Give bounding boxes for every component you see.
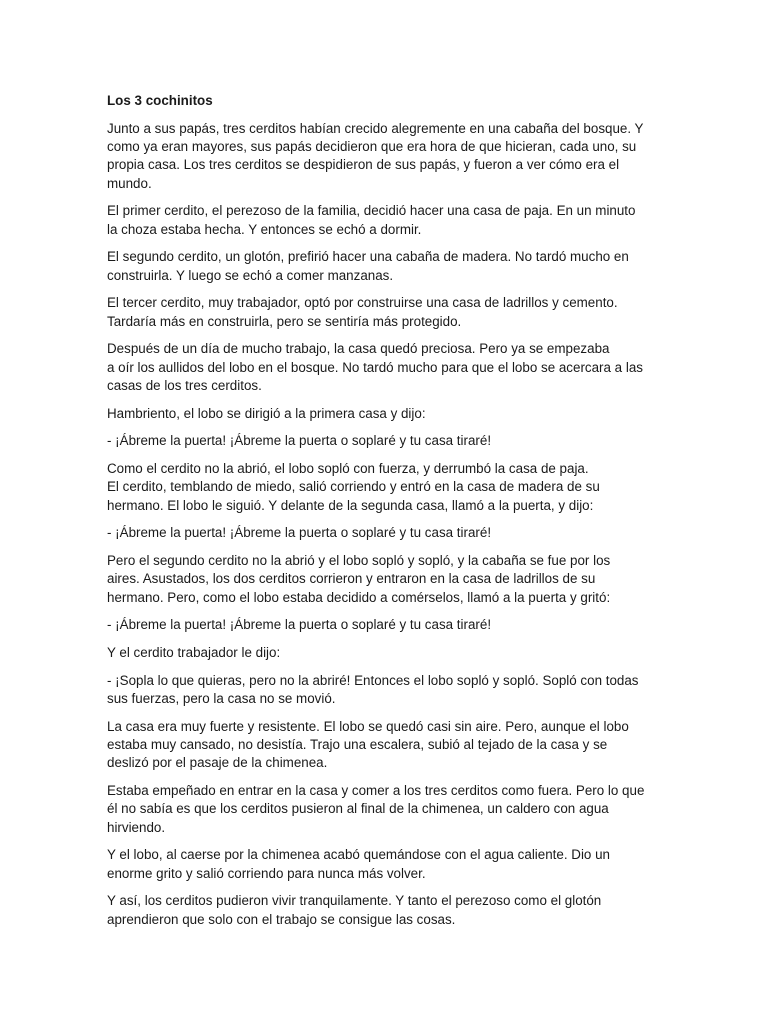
text-line: Tardaría más en construirla, pero se sentiría más protegido. (107, 313, 462, 329)
text-line: él no sabía es que los cerditos pusieron al final de la chimenea, un caldero con agua (107, 801, 609, 817)
paragraph (107, 248, 667, 284)
paragraph (107, 340, 667, 395)
paragraph (107, 846, 667, 882)
text-line: hermano. El lobo le siguió. Y delante de la segunda casa, llamó a la puerta, y dijo: (107, 497, 594, 513)
text-line: aprendieron que solo con el trabajo se consigue las cosas. (107, 911, 456, 927)
text-line: - ¡Sopla lo que quieras, pero no la abriré! Entonces el lobo sopló y sopló. Sopló con todas (107, 673, 639, 688)
text-line: deslizó por el pasaje de la chimenea. (107, 755, 328, 771)
text-line: hermano. Pero, como el lobo estaba decidido a comérselos, llamó a la puerta y gritó: (107, 589, 611, 605)
text-line: - ¡Ábreme la puerta! ¡Ábreme la puerta o soplaré y tu casa tiraré! (107, 617, 492, 633)
document-body (107, 120, 667, 929)
text-line: - ¡Ábreme la puerta! ¡Ábreme la puerta o soplaré y tu casa tiraré! (107, 433, 492, 449)
text-line: El segundo cerdito, un glotón, prefirió hacer una cabaña de madera. No tardó mucho en (107, 249, 629, 265)
paragraph (107, 892, 667, 928)
text-line: Como el cerdito no la abrió, el lobo sopló con fuerza, y derrumbó la casa de paja. (107, 461, 589, 477)
text-line: la choza estaba hecha. Y entonces se echó a dormir. (107, 221, 422, 237)
paragraph (107, 405, 667, 423)
paragraph (107, 120, 667, 193)
text-line: casas de los tres cerditos. (107, 377, 262, 393)
document-title: Los 3 cochinitos (107, 93, 213, 108)
paragraph (107, 718, 667, 773)
text-line: Estaba empeñado en entrar en la casa y comer a los tres cerditos como fuera. Pero lo que (107, 783, 645, 799)
text-line: a oír los aullidos del lobo en el bosque. No tardó mucho para que el lobo se acercara a las (107, 359, 643, 375)
paragraph (107, 616, 667, 634)
text-line: Después de un día de mucho trabajo, la casa quedó preciosa. Pero ya se empezaba (107, 341, 610, 357)
text-line: Y así, los cerditos pudieron vivir tranquilamente. Y tanto el perezoso como el glotón (107, 893, 602, 909)
text-line: Hambriento, el lobo se dirigió a la primera casa y dijo: (107, 405, 426, 421)
text-line: Y el lobo, al caerse por la chimenea acabó quemándose con el agua caliente. Dio un (107, 847, 610, 863)
text-line: El cerdito, temblando de miedo, salió corriendo y entró en la casa de madera de su (107, 479, 600, 495)
paragraph (107, 432, 667, 450)
paragraph (107, 672, 667, 708)
text-line: sus fuerzas, pero la casa no se movió. (107, 691, 336, 707)
paragraph (107, 552, 667, 607)
text-line: Pero el segundo cerdito no la abrió y el lobo sopló y sopló, y la cabaña se fue por los (107, 553, 611, 569)
text-line: hirviendo. (107, 819, 166, 835)
paragraph (107, 202, 667, 238)
paragraph (107, 782, 667, 837)
text-line: El primer cerdito, el perezoso de la familia, decidió hacer una casa de paja. En un minuto (107, 203, 636, 219)
paragraph (107, 294, 667, 330)
text-line: como ya eran mayores, sus papás decidieron que era hora de que hicieran, cada uno, su (107, 139, 637, 155)
paragraph (107, 460, 667, 515)
text-line: El tercer cerdito, muy trabajador, optó por construirse una casa de ladrillos y cemento. (107, 295, 618, 311)
text-line: estaba muy cansado, no desistía. Trajo una escalera, subió al tejado de la casa y se (107, 737, 608, 753)
paragraph (107, 644, 667, 662)
text-line: aires. Asustados, los dos cerditos corrieron y entraron en la casa de ladrillos de su (107, 571, 596, 587)
text-line: construirla. Y luego se echó a comer manzanas. (107, 267, 394, 283)
document-page (107, 92, 667, 938)
text-line: enorme grito y salió corriendo para nunca más volver. (107, 865, 426, 881)
text-line: La casa era muy fuerte y resistente. El lobo se quedó casi sin aire. Pero, aunque el lobo (107, 719, 629, 734)
text-line: mundo. (107, 175, 152, 191)
text-line: Junto a sus papás, tres cerditos habían crecido alegremente en una cabaña del bosque. Y (107, 121, 644, 136)
text-line: Y el cerdito trabajador le dijo: (107, 645, 281, 661)
text-line: propia casa. Los tres cerditos se despidieron de sus papás, y fueron a ver cómo era el (107, 157, 620, 173)
text-line: - ¡Ábreme la puerta! ¡Ábreme la puerta o soplaré y tu casa tiraré! (107, 525, 492, 541)
paragraph (107, 524, 667, 542)
